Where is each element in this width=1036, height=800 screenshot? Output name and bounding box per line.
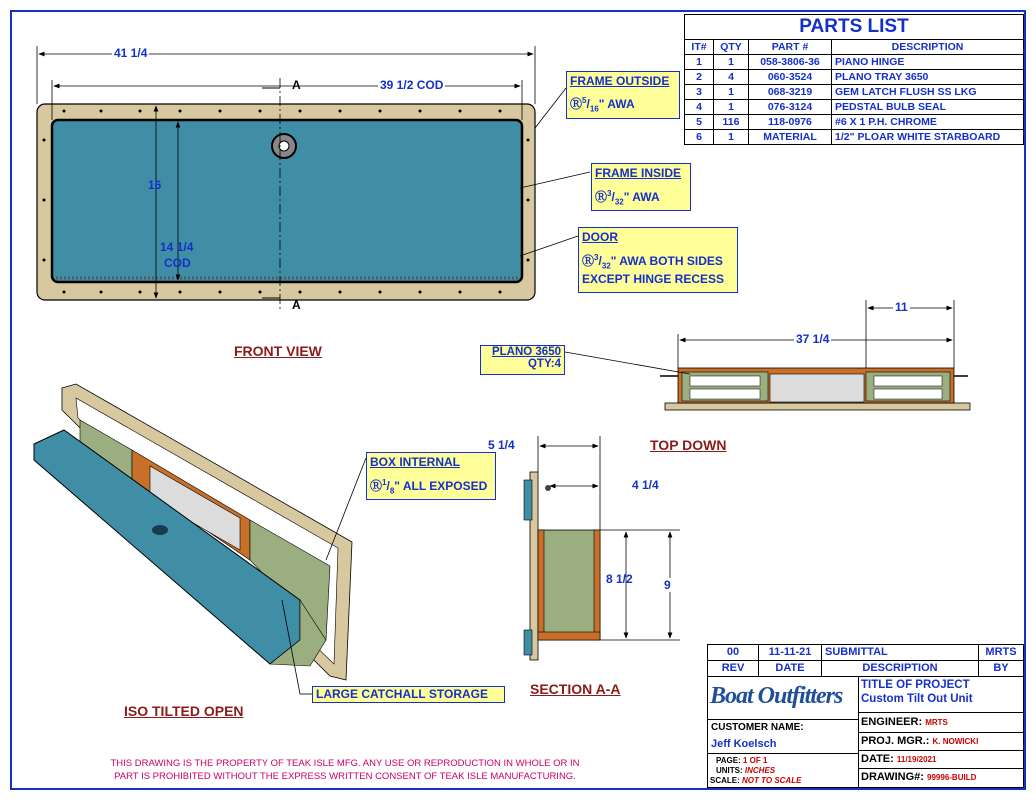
- parts-cell: 060-3524: [749, 70, 832, 85]
- callout-text: $Ⓡ^5/_{16}$" AWA: [570, 96, 635, 114]
- parts-cell: PEDSTAL BULB SEAL: [832, 100, 1024, 115]
- fraction-rest: " AWA BOTH SIDES: [610, 254, 723, 268]
- rev-by: MRTS: [979, 645, 1024, 661]
- dim-section-inner: 8 1/2: [606, 572, 633, 586]
- project-cell: [858, 677, 1023, 713]
- page-label: PAGE:: [716, 756, 741, 765]
- callout-plano: [480, 345, 565, 375]
- parts-cell: 4: [685, 100, 714, 115]
- date-label: DATE:: [861, 753, 894, 765]
- parts-cell: 1: [714, 85, 749, 100]
- callout-title: FRAME INSIDE: [595, 166, 682, 180]
- dim-cod-width: 39 1/2 COD: [380, 78, 444, 92]
- front-view-title: FRONT VIEW: [234, 343, 322, 359]
- drawing-value: 99996-BUILD: [927, 773, 977, 782]
- callout-title: FRAME OUTSIDE: [570, 74, 670, 88]
- parts-cell: GEM LATCH FLUSH SS LKG: [832, 85, 1024, 100]
- parts-row: [685, 130, 1024, 145]
- parts-cell: 058-3806-36: [749, 55, 832, 70]
- callout-text: $Ⓡ^3/_{32}$" AWA BOTH SIDES: [582, 253, 723, 271]
- section-label-bottom: A: [292, 298, 301, 312]
- dim-height: 16: [148, 178, 162, 192]
- section-title: SECTION A-A: [530, 681, 621, 697]
- col-header: IT#: [685, 40, 714, 55]
- callout-title: LARGE CATCHALL STORAGE: [316, 687, 489, 701]
- fraction-num: 3: [607, 189, 612, 198]
- top-down-title: TOP DOWN: [650, 437, 727, 453]
- engineer-value: MRTS: [925, 718, 948, 727]
- rev-description: SUBMITTAL: [822, 645, 979, 661]
- parts-cell: 1: [714, 100, 749, 115]
- drawing-label: DRAWING#:: [861, 771, 924, 783]
- dim-top-small: 11: [895, 300, 908, 314]
- callout-catchall: [312, 686, 505, 703]
- project-label: TITLE OF PROJECT: [861, 679, 970, 691]
- parts-cell: 116: [714, 115, 749, 130]
- parts-list-table: [684, 14, 1024, 145]
- revision-header: [708, 661, 1024, 677]
- ownership-note: THIS DRAWING IS THE PROPERTY OF TEAK ISLE MFG. ANY USE OR REPRODUCTION IN WHOLE OR IN PART IS PROHIBITED WITHOUT THE EXPRESS WRITTEN CONSENT OF TEAK ISLE MANUFACTURING.: [110, 758, 580, 782]
- fraction-den: 16: [589, 104, 599, 114]
- dim-section-top: 5 1/4: [488, 438, 515, 452]
- drawing-cell: [858, 769, 1023, 787]
- customer-label: CUSTOMER NAME:: [711, 722, 804, 733]
- parts-row: [685, 70, 1024, 85]
- units-value: INCHES: [744, 766, 776, 775]
- fraction-num: 5: [582, 96, 587, 105]
- page-value: 1 OF 1: [742, 756, 768, 765]
- parts-cell: 118-0976: [749, 115, 832, 130]
- parts-cell: 1: [685, 55, 714, 70]
- dim-inner-cod: COD: [164, 256, 191, 270]
- parts-cell: MATERIAL: [749, 130, 832, 145]
- col-header: DATE: [759, 661, 822, 677]
- dim-inner-height: 14 1/4: [160, 240, 194, 254]
- parts-cell: 1: [714, 55, 749, 70]
- parts-cell: #6 X 1 P.H. CHROME: [832, 115, 1024, 130]
- callout-frame-inside: [591, 163, 691, 211]
- project-name: Custom Tilt Out Unit: [861, 693, 973, 705]
- fraction-rest: " AWA: [598, 97, 635, 111]
- pm-cell: [858, 733, 1023, 751]
- parts-cell: 076-3124: [749, 100, 832, 115]
- parts-cell: 2: [685, 70, 714, 85]
- pm-label: PROJ. MGR.:: [861, 735, 930, 747]
- parts-list-header: [685, 40, 1024, 55]
- parts-row: [685, 100, 1024, 115]
- callout-title: BOX INTERNAL: [370, 455, 460, 469]
- col-header: REV: [708, 661, 759, 677]
- parts-cell: 3: [685, 85, 714, 100]
- revision-table: [707, 644, 1024, 677]
- date-cell: [858, 751, 1023, 769]
- parts-cell: 1/2" PLOAR WHITE STARBOARD: [832, 130, 1024, 145]
- section-label-top: A: [292, 78, 301, 92]
- top-down-drawing: [565, 300, 970, 410]
- callout-text: $Ⓡ^3/_{32}$" AWA: [595, 189, 660, 207]
- units-label: UNITS:: [716, 766, 743, 775]
- parts-list-rows: [685, 55, 1024, 145]
- col-header: BY: [979, 661, 1024, 677]
- units-info: [716, 766, 775, 775]
- callout-frame-outside: [566, 71, 680, 119]
- callout-door: [578, 227, 738, 293]
- parts-cell: 068-3219: [749, 85, 832, 100]
- callout-text-2: EXCEPT HINGE RECESS: [582, 272, 725, 287]
- date-value: 11/19/2021: [896, 755, 937, 764]
- parts-row: [685, 115, 1024, 130]
- pm-value: K. NOWICKI: [932, 737, 979, 746]
- fraction-num: 3: [594, 253, 599, 262]
- parts-list-title: PARTS LIST: [685, 15, 1024, 40]
- col-header: DESCRIPTION: [832, 40, 1024, 55]
- dim-section-depth: 4 1/4: [632, 478, 659, 492]
- rev-value: 00: [708, 645, 759, 661]
- parts-cell: PLANO TRAY 3650: [832, 70, 1024, 85]
- revision-row: [708, 645, 1024, 661]
- col-header: QTY: [714, 40, 749, 55]
- parts-cell: 1: [714, 130, 749, 145]
- fraction-rest: " AWA: [623, 190, 660, 204]
- fraction-num: 1: [382, 478, 387, 487]
- section-aa-drawing: [524, 436, 680, 660]
- engineer-label: ENGINEER:: [861, 716, 923, 728]
- scale-info: [710, 776, 801, 785]
- title-block-right: [858, 677, 1023, 787]
- front-view-drawing: [37, 46, 590, 310]
- callout-text: QTY:4: [527, 358, 561, 370]
- customer-name: Jeff Koelsch: [711, 738, 777, 750]
- dim-top-width: 37 1/4: [796, 332, 830, 346]
- parts-row: [685, 85, 1024, 100]
- callout-box-internal: [366, 452, 496, 500]
- fraction-den: 32: [614, 197, 624, 207]
- parts-cell: PIANO HINGE: [832, 55, 1024, 70]
- col-header: PART #: [749, 40, 832, 55]
- parts-cell: 6: [685, 130, 714, 145]
- scale-value: NOT TO SCALE: [742, 776, 802, 785]
- fraction-rest: " ALL EXPOSED: [394, 479, 488, 493]
- parts-cell: 4: [714, 70, 749, 85]
- col-header: DESCRIPTION: [822, 661, 979, 677]
- fraction-den: 32: [601, 261, 611, 271]
- fraction-den: 8: [389, 486, 395, 496]
- parts-cell: 5: [685, 115, 714, 130]
- title-block-left: [708, 677, 859, 787]
- engineer-cell: [858, 713, 1023, 733]
- parts-row: [685, 55, 1024, 70]
- callout-text: $Ⓡ^1/_8$" ALL EXPOSED: [370, 478, 488, 496]
- callout-title: PLANO 3650: [491, 346, 561, 358]
- rev-date: 11-11-21: [759, 645, 822, 661]
- iso-title: ISO TILTED OPEN: [124, 703, 244, 719]
- dim-overall-width: 41 1/4: [114, 46, 148, 60]
- iso-drawing: [34, 384, 366, 694]
- dim-section-outer: 9: [664, 578, 671, 592]
- callout-title: DOOR: [582, 230, 618, 244]
- company-logo: Boat Outfitters: [710, 683, 843, 709]
- title-block: [707, 676, 1024, 788]
- page-info: [716, 756, 767, 765]
- scale-label: SCALE:: [710, 776, 740, 785]
